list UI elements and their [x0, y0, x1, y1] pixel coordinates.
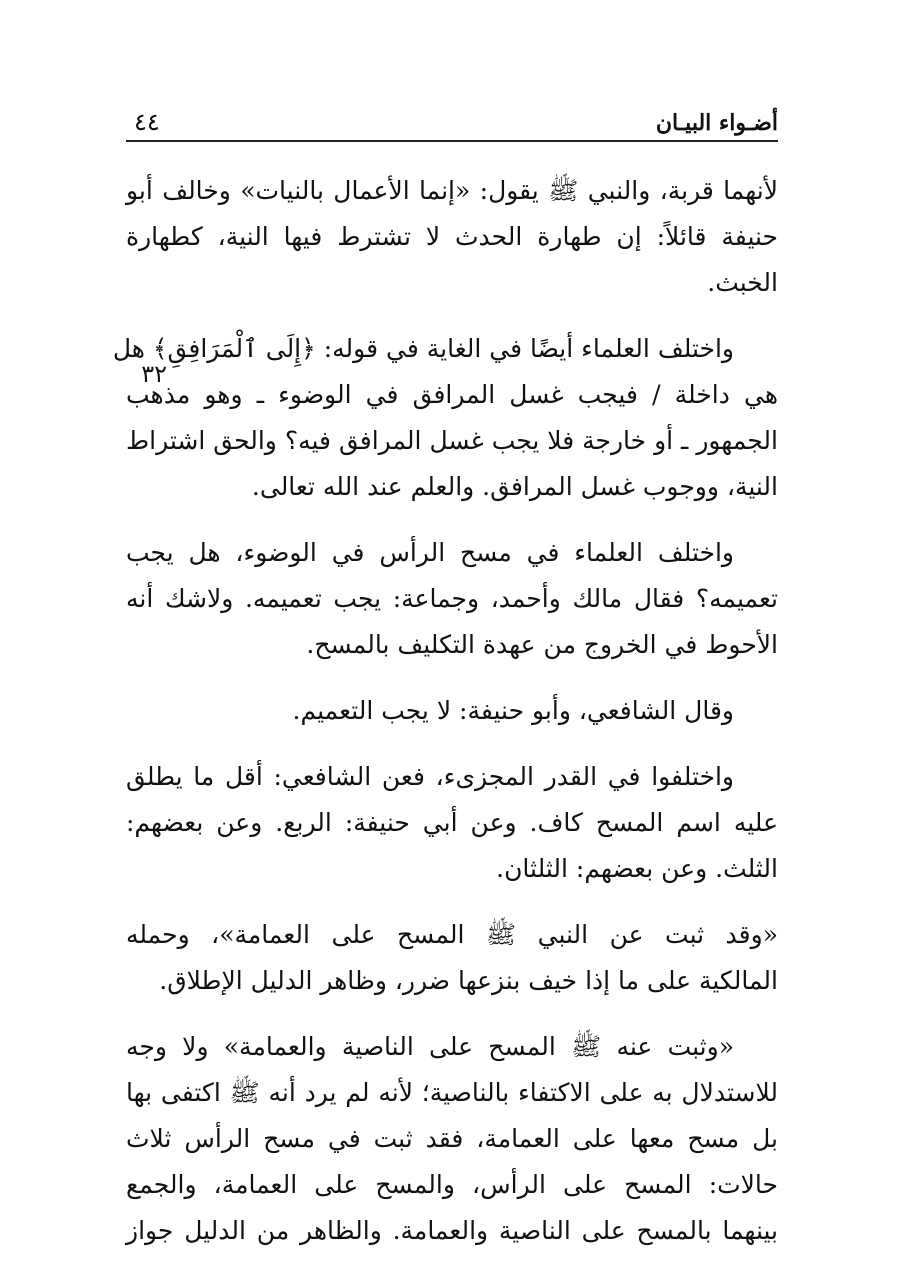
text-line: هي داخلة / فيجب غسل المرافق في الوضوء ـ وهو مذهب	[126, 380, 778, 409]
margin-page-reference: ٣٢	[141, 360, 167, 388]
page-header	[126, 104, 778, 142]
paragraph-4	[126, 688, 778, 734]
text-line: الثلث. وعن بعضهم: الثلثان.	[496, 854, 778, 883]
page-number: ٤٤	[134, 108, 160, 136]
text-line: «وثبت عنه ﷺ المسح على الناصية والعمامة» ولا وجه	[126, 1032, 734, 1061]
text-line: الأحوط في الخروج من عهدة التكليف بالمسح.	[306, 630, 778, 659]
text-line: واختلف العلماء أيضًا في الغاية في قوله: ﴿إِلَى ٱلْمَرَافِقِ﴾ هل	[112, 334, 734, 363]
text-line: الخبث.	[707, 268, 778, 297]
page-body	[112, 168, 778, 1274]
text-line: الجمهور ـ أو خارجة فلا يجب غسل المرافق فيه؟ والحق اشتراط	[126, 426, 778, 455]
text-line: تعميمه؟ فقال مالك وأحمد، وجماعة: يجب تعميمه. ولاشك أنه	[126, 584, 778, 613]
paragraph-7	[126, 1024, 778, 1254]
text-line: بينهما بالمسح على الناصية والعمامة. والظاهر من الدليل جواز	[126, 1216, 778, 1245]
text-line: واختلف العلماء في مسح الرأس في الوضوء، هل يجب	[126, 538, 734, 567]
text-line: لأنهما قربة، والنبي ﷺ يقول: «إنما الأعمال بالنيات» وخالف أبو	[126, 176, 778, 205]
text-line: بل مسح معها على العمامة، فقد ثبت في مسح الرأس ثلاث	[126, 1124, 778, 1153]
text-line: المالكية على ما إذا خيف بنزعها ضرر، وظاهر الدليل الإطلاق.	[159, 966, 778, 995]
text-line: حنيفة قائلاً: إن طهارة الحدث لا تشترط فيها النية، كطهارة	[126, 222, 778, 251]
text-line: «وقد ثبت عن النبي ﷺ المسح على العمامة»، وحمله	[126, 920, 778, 949]
paragraph-5	[126, 754, 778, 892]
text-line: واختلفوا في القدر المجزىء، فعن الشافعي: أقل ما يطلق	[126, 762, 734, 791]
paragraph-1	[126, 168, 778, 306]
book-title: أضـواء البيـان	[655, 110, 778, 136]
paragraph-2	[112, 326, 778, 510]
paragraph-6	[126, 912, 778, 1004]
text-line: للاستدلال به على الاكتفاء بالناصية؛ لأنه لم يرد أنه ﷺ اكتفى بها	[126, 1078, 778, 1107]
text-line: النية، ووجوب غسل المرافق. والعلم عند الله تعالى.	[251, 472, 778, 501]
text-line: وقال الشافعي، وأبو حنيفة: لا يجب التعميم.	[292, 696, 734, 725]
text-line: حالات: المسح على الرأس، والمسح على العمامة، والجمع	[126, 1170, 778, 1199]
paragraph-3	[126, 530, 778, 668]
text-line: عليه اسم المسح كاف. وعن أبي حنيفة: الربع. وعن بعضهم:	[126, 808, 778, 837]
